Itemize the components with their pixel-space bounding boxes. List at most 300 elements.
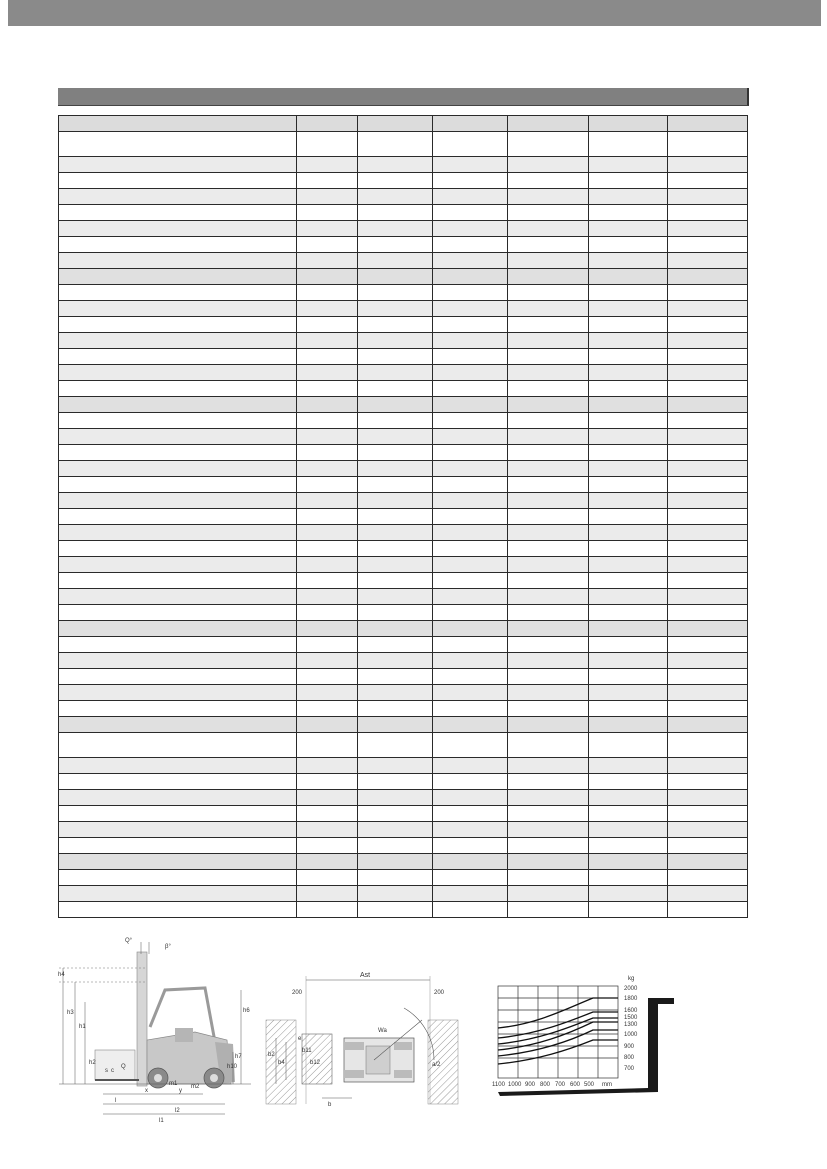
value-cell (358, 205, 433, 221)
value-cell (358, 477, 433, 493)
table-row (59, 269, 748, 285)
value-cell (589, 525, 668, 541)
value-cell (508, 525, 589, 541)
value-cell (358, 116, 433, 132)
value-cell (589, 132, 668, 157)
row-label-cell (59, 605, 297, 621)
value-cell (508, 269, 589, 285)
label-h2: h2 (89, 1060, 96, 1066)
value-cell (297, 902, 358, 918)
label-l1: l1 (159, 1118, 164, 1124)
value-cell (297, 758, 358, 774)
table-row (59, 493, 748, 509)
y-tick-800: 800 (624, 1055, 635, 1061)
value-cell (297, 397, 358, 413)
value-cell (358, 701, 433, 717)
table-row (59, 902, 748, 918)
value-cell (508, 758, 589, 774)
y-tick-2000: 2000 (624, 986, 638, 992)
value-cell (668, 429, 748, 445)
table-row (59, 397, 748, 413)
value-cell (508, 589, 589, 605)
row-label-cell (59, 237, 297, 253)
table-row (59, 445, 748, 461)
value-cell (297, 317, 358, 333)
value-cell (358, 173, 433, 189)
value-cell (358, 605, 433, 621)
value-cell (433, 557, 508, 573)
value-cell (297, 717, 358, 733)
value-cell (358, 774, 433, 790)
value-cell (668, 806, 748, 822)
value-cell (589, 477, 668, 493)
row-label-cell (59, 822, 297, 838)
value-cell (589, 221, 668, 237)
value-cell (668, 758, 748, 774)
value-cell (297, 237, 358, 253)
label-h6: h6 (243, 1008, 250, 1014)
value-cell (433, 413, 508, 429)
value-cell (589, 886, 668, 902)
table-row (59, 317, 748, 333)
row-label-cell (59, 854, 297, 870)
value-cell (297, 132, 358, 157)
value-cell (358, 573, 433, 589)
label-h10: h10 (227, 1064, 238, 1070)
value-cell (668, 774, 748, 790)
value-cell (589, 669, 668, 685)
label-200-left: 200 (292, 990, 303, 996)
unit-mm: mm (602, 1082, 612, 1088)
value-cell (433, 525, 508, 541)
value-cell (433, 589, 508, 605)
table-row (59, 237, 748, 253)
value-cell (668, 269, 748, 285)
value-cell (297, 509, 358, 525)
row-label-cell (59, 269, 297, 285)
value-cell (508, 621, 589, 637)
row-label-cell (59, 541, 297, 557)
row-label-cell (59, 285, 297, 301)
value-cell (297, 685, 358, 701)
value-cell (433, 573, 508, 589)
value-cell (358, 237, 433, 253)
row-label-cell (59, 573, 297, 589)
value-cell (358, 493, 433, 509)
value-cell (433, 509, 508, 525)
value-cell (297, 806, 358, 822)
value-cell (589, 806, 668, 822)
table-row (59, 116, 748, 132)
value-cell (508, 445, 589, 461)
x-tick-900: 900 (525, 1082, 536, 1088)
value-cell (358, 381, 433, 397)
value-cell (508, 317, 589, 333)
value-cell (668, 173, 748, 189)
value-cell (297, 189, 358, 205)
value-cell (358, 838, 433, 854)
label-ast: Ast (360, 972, 371, 979)
value-cell (358, 157, 433, 173)
value-cell (358, 621, 433, 637)
value-cell (668, 509, 748, 525)
row-label-cell (59, 221, 297, 237)
value-cell (358, 509, 433, 525)
value-cell (433, 116, 508, 132)
value-cell (358, 669, 433, 685)
y-tick-1000: 1000 (624, 1032, 638, 1038)
value-cell (668, 573, 748, 589)
row-label-cell (59, 349, 297, 365)
load-capacity-chart (478, 968, 698, 1104)
value-cell (589, 157, 668, 173)
table-row (59, 870, 748, 886)
value-cell (433, 381, 508, 397)
table-row (59, 205, 748, 221)
value-cell (668, 790, 748, 806)
value-cell (433, 701, 508, 717)
value-cell (508, 701, 589, 717)
value-cell (668, 870, 748, 886)
row-label-cell (59, 301, 297, 317)
table-row (59, 365, 748, 381)
value-cell (433, 445, 508, 461)
x-tick-800: 800 (540, 1082, 551, 1088)
value-cell (668, 445, 748, 461)
value-cell (668, 701, 748, 717)
value-cell (433, 806, 508, 822)
value-cell (508, 685, 589, 701)
value-cell (297, 573, 358, 589)
row-label-cell (59, 870, 297, 886)
table-row (59, 541, 748, 557)
value-cell (358, 637, 433, 653)
value-cell (668, 685, 748, 701)
value-cell (589, 349, 668, 365)
value-cell (589, 509, 668, 525)
table-row (59, 701, 748, 717)
value-cell (358, 397, 433, 413)
value-cell (433, 637, 508, 653)
row-label-cell (59, 589, 297, 605)
value-cell (589, 541, 668, 557)
value-cell (508, 806, 589, 822)
label-m2: m2 (191, 1084, 200, 1090)
value-cell (358, 317, 433, 333)
value-cell (589, 285, 668, 301)
value-cell (358, 253, 433, 269)
table-row (59, 525, 748, 541)
value-cell (297, 493, 358, 509)
value-cell (297, 173, 358, 189)
value-cell (433, 205, 508, 221)
value-cell (433, 758, 508, 774)
value-cell (668, 365, 748, 381)
value-cell (297, 445, 358, 461)
value-cell (589, 902, 668, 918)
label-b12: b12 (310, 1060, 321, 1066)
value-cell (358, 285, 433, 301)
value-cell (589, 573, 668, 589)
row-label-cell (59, 774, 297, 790)
table-row (59, 477, 748, 493)
value-cell (297, 621, 358, 637)
table-row (59, 349, 748, 365)
value-cell (358, 429, 433, 445)
value-cell (668, 886, 748, 902)
value-cell (668, 333, 748, 349)
row-label-cell (59, 806, 297, 822)
value-cell (589, 301, 668, 317)
value-cell (508, 461, 589, 477)
value-cell (433, 685, 508, 701)
value-cell (508, 557, 589, 573)
table-row (59, 333, 748, 349)
value-cell (668, 541, 748, 557)
value-cell (589, 365, 668, 381)
table-row (59, 854, 748, 870)
y-tick-900: 900 (624, 1044, 635, 1050)
value-cell (297, 669, 358, 685)
value-cell (297, 157, 358, 173)
value-cell (668, 902, 748, 918)
value-cell (508, 573, 589, 589)
value-cell (589, 317, 668, 333)
value-cell (508, 173, 589, 189)
value-cell (297, 557, 358, 573)
table-row (59, 557, 748, 573)
x-tick-700: 700 (555, 1082, 566, 1088)
value-cell (508, 301, 589, 317)
value-cell (358, 806, 433, 822)
value-cell (433, 333, 508, 349)
value-cell (433, 902, 508, 918)
value-cell (297, 653, 358, 669)
row-label-cell (59, 205, 297, 221)
value-cell (668, 285, 748, 301)
value-cell (668, 605, 748, 621)
value-cell (589, 838, 668, 854)
label-beta-angle: β° (165, 944, 171, 950)
value-cell (433, 774, 508, 790)
value-cell (297, 733, 358, 758)
value-cell (358, 822, 433, 838)
row-label-cell (59, 461, 297, 477)
label-s: s (105, 1068, 108, 1074)
value-cell (297, 116, 358, 132)
row-label-cell (59, 173, 297, 189)
table-row (59, 605, 748, 621)
x-tick-1000: 1000 (508, 1082, 522, 1088)
value-cell (589, 774, 668, 790)
value-cell (358, 445, 433, 461)
table-row (59, 301, 748, 317)
value-cell (358, 733, 433, 758)
row-label-cell (59, 637, 297, 653)
value-cell (297, 429, 358, 445)
value-cell (433, 493, 508, 509)
value-cell (508, 509, 589, 525)
value-cell (668, 116, 748, 132)
y-tick-1600: 1600 (624, 1008, 638, 1014)
row-label-cell (59, 790, 297, 806)
y-tick-700: 700 (624, 1066, 635, 1072)
value-cell (589, 173, 668, 189)
value-cell (297, 301, 358, 317)
value-cell (589, 733, 668, 758)
value-cell (433, 253, 508, 269)
table-row (59, 669, 748, 685)
row-label-cell (59, 493, 297, 509)
value-cell (668, 733, 748, 758)
value-cell (668, 221, 748, 237)
value-cell (297, 790, 358, 806)
value-cell (433, 717, 508, 733)
value-cell (668, 557, 748, 573)
row-label-cell (59, 365, 297, 381)
value-cell (668, 525, 748, 541)
row-label-cell (59, 886, 297, 902)
row-label-cell (59, 509, 297, 525)
value-cell (433, 429, 508, 445)
row-label-cell (59, 253, 297, 269)
value-cell (433, 189, 508, 205)
label-a-half: a/2 (432, 1062, 441, 1068)
value-cell (433, 221, 508, 237)
row-label-cell (59, 669, 297, 685)
value-cell (297, 774, 358, 790)
value-cell (668, 132, 748, 157)
row-label-cell (59, 717, 297, 733)
label-b2: b2 (268, 1052, 275, 1058)
value-cell (297, 870, 358, 886)
value-cell (297, 269, 358, 285)
value-cell (508, 157, 589, 173)
table-row (59, 285, 748, 301)
value-cell (508, 413, 589, 429)
value-cell (297, 221, 358, 237)
value-cell (297, 333, 358, 349)
row-label-cell (59, 132, 297, 157)
value-cell (297, 525, 358, 541)
value-cell (589, 854, 668, 870)
value-cell (358, 886, 433, 902)
value-cell (668, 669, 748, 685)
label-l: l (115, 1098, 117, 1104)
value-cell (589, 445, 668, 461)
table-row (59, 132, 748, 157)
value-cell (358, 653, 433, 669)
value-cell (433, 285, 508, 301)
value-cell (589, 116, 668, 132)
value-cell (358, 717, 433, 733)
row-label-cell (59, 621, 297, 637)
value-cell (433, 541, 508, 557)
table-row (59, 758, 748, 774)
value-cell (668, 621, 748, 637)
value-cell (668, 413, 748, 429)
value-cell (508, 541, 589, 557)
table-row (59, 806, 748, 822)
table-row (59, 157, 748, 173)
value-cell (297, 854, 358, 870)
value-cell (589, 237, 668, 253)
label-b11: b11 (302, 1048, 312, 1054)
value-cell (433, 477, 508, 493)
value-cell (297, 413, 358, 429)
value-cell (433, 157, 508, 173)
value-cell (668, 589, 748, 605)
section-title-bar (58, 88, 749, 106)
label-h7: h7 (235, 1054, 242, 1060)
label-h1: h1 (79, 1024, 86, 1030)
value-cell (589, 701, 668, 717)
value-cell (358, 902, 433, 918)
value-cell (358, 870, 433, 886)
value-cell (589, 413, 668, 429)
label-x: x (145, 1088, 148, 1094)
value-cell (358, 758, 433, 774)
value-cell (668, 653, 748, 669)
value-cell (589, 253, 668, 269)
value-cell (433, 269, 508, 285)
value-cell (433, 870, 508, 886)
value-cell (668, 854, 748, 870)
table-row (59, 838, 748, 854)
value-cell (508, 870, 589, 886)
label-200-right: 200 (434, 990, 445, 996)
row-label-cell (59, 413, 297, 429)
value-cell (508, 189, 589, 205)
label-h3: h3 (67, 1010, 74, 1016)
value-cell (508, 886, 589, 902)
value-cell (508, 429, 589, 445)
value-cell (297, 886, 358, 902)
value-cell (589, 205, 668, 221)
table-row (59, 774, 748, 790)
value-cell (589, 717, 668, 733)
row-label-cell (59, 477, 297, 493)
label-b4: b4 (278, 1060, 285, 1066)
value-cell (668, 237, 748, 253)
row-label-cell (59, 397, 297, 413)
value-cell (433, 822, 508, 838)
table-row (59, 381, 748, 397)
value-cell (358, 790, 433, 806)
value-cell (508, 205, 589, 221)
value-cell (433, 886, 508, 902)
truck-side-view-diagram (55, 932, 255, 1124)
label-m1: m1 (169, 1081, 178, 1087)
row-label-cell (59, 116, 297, 132)
value-cell (508, 653, 589, 669)
value-cell (297, 477, 358, 493)
value-cell (297, 541, 358, 557)
value-cell (508, 774, 589, 790)
unit-kg: kg (628, 976, 635, 982)
label-wa: Wa (378, 1028, 387, 1034)
value-cell (668, 461, 748, 477)
value-cell (508, 717, 589, 733)
value-cell (297, 822, 358, 838)
table-row (59, 589, 748, 605)
value-cell (433, 173, 508, 189)
value-cell (668, 349, 748, 365)
value-cell (589, 381, 668, 397)
value-cell (508, 790, 589, 806)
value-cell (589, 589, 668, 605)
value-cell (508, 477, 589, 493)
